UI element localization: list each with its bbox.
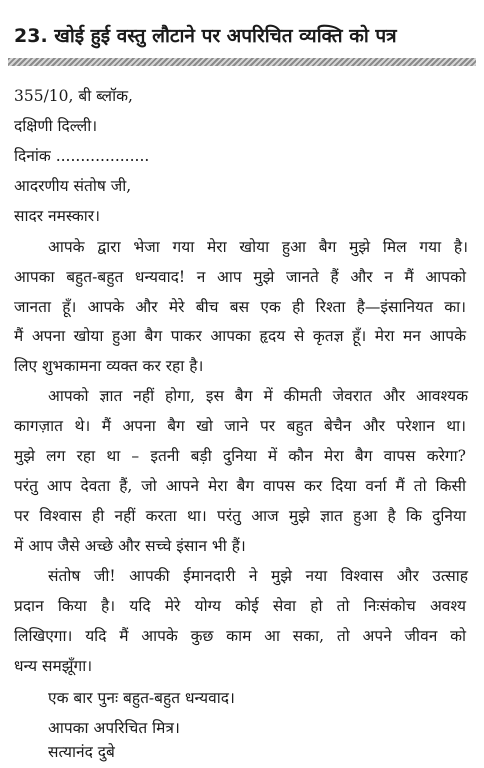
address-line-1: 355/10, बी ब्लॉक, — [14, 87, 133, 105]
paragraph-2-line-1: आपको ज्ञात नहीं होगा, इस बैग में कीमती जेवरात और आवश्यक — [48, 387, 468, 405]
paragraph-2-line-2: कागज़ात थे। मैं अपना बैग खो जाने पर बहुत बेचैन और परेशान था। — [14, 417, 466, 435]
date-line: दिनांक ................... — [14, 147, 150, 165]
paragraph-3-line-2: प्रदान किया है। यदि मेरे योग्य कोई सेवा हो तो निःसंकोच अवश्य — [14, 597, 466, 615]
greeting: सादर नमस्कार। — [14, 207, 101, 225]
closing-name: सत्यानंद दुबे — [48, 743, 115, 761]
closing-signoff: आपका अपरिचित मित्र। — [48, 719, 180, 737]
paragraph-1-line-2: आपका बहुत-बहुत धन्यवाद! न आप मुझे जानते हैं और न मैं आपको — [14, 268, 466, 286]
paragraph-1-line-5: लिए शुभकामना व्यक्त कर रहा है। — [14, 357, 204, 375]
paragraph-1-line-4: मैं अपना खोया हुआ बैग पाकर आपका हृदय से कृतज्ञ हूँ। मेरा मन आपके — [14, 327, 466, 345]
page-heading: 23. खोई हुई वस्तु लौटाने पर अपरिचित व्यक्ति को पत्र — [14, 25, 397, 47]
paragraph-3-line-1: संतोष जी! आपकी ईमानदारी ने मुझे नया विश्वास और उत्साह — [48, 567, 468, 585]
heading-divider — [8, 58, 476, 66]
paragraph-2-line-5: पर विश्वास ही नहीं करता था। परंतु आज मुझे ज्ञात हुआ है कि दुनिया — [14, 507, 466, 525]
paragraph-3-line-4: धन्य समझूँगा। — [14, 657, 93, 675]
paragraph-2-line-4: परंतु आप देवता हैं, जो आपने मेरा बैग वापस कर दिया वर्ना मैं तो किसी — [14, 477, 466, 495]
salutation: आदरणीय संतोष जी, — [14, 177, 132, 195]
closing-thanks: एक बार पुनः बहुत-बहुत धन्यवाद। — [48, 689, 235, 707]
paragraph-2-line-3: मुझे लग रहा था – इतनी बड़ी दुनिया में कौन मेरा बैग वापस करेगा? — [14, 447, 466, 465]
paragraph-3-line-3: लिखिएगा। यदि मैं आपके कुछ काम आ सका, तो अपने जीवन को — [14, 627, 466, 645]
paragraph-2-line-6: में आप जैसे अच्छे और सच्चे इंसान भी हैं। — [14, 537, 246, 555]
paragraph-1-line-3: जानता हूँ। आपके और मेरे बीच बस एक ही रिश्ता है—इंसानियत का। — [14, 298, 466, 316]
paragraph-1-line-1: आपके द्वारा भेजा गया मेरा खोया हुआ बैग मुझे मिल गया है। — [48, 238, 468, 256]
address-line-2: दक्षिणी दिल्ली। — [14, 117, 98, 135]
